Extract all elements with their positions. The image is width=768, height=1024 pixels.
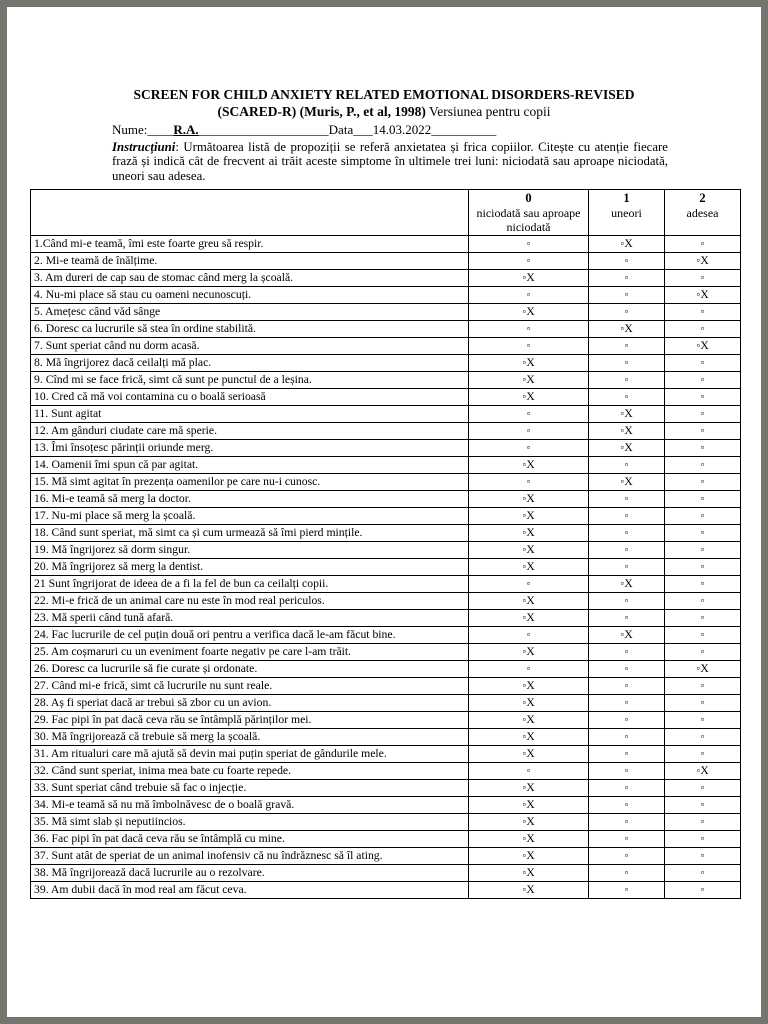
table-row — [31, 270, 741, 287]
answer-cell-sometimes: ◦ — [589, 712, 665, 729]
answer-cell-never: ◦X — [469, 644, 589, 661]
table-row — [31, 746, 741, 763]
question-text: 20. Mă îngrijorez să merg la dentist. — [31, 559, 469, 576]
answer-cell-often: ◦ — [665, 321, 741, 338]
answer-cell-sometimes: ◦ — [589, 678, 665, 695]
question-text: 23. Mă sperii când tună afară. — [31, 610, 469, 627]
table-row — [31, 610, 741, 627]
instructions-label: Instrucțiuni — [112, 139, 176, 154]
answer-cell-often: ◦ — [665, 389, 741, 406]
table-row — [31, 474, 741, 491]
answer-cell-often: ◦ — [665, 491, 741, 508]
table-row — [31, 848, 741, 865]
answer-cell-often: ◦ — [665, 644, 741, 661]
answer-cell-often: ◦ — [665, 559, 741, 576]
answer-cell-never: ◦ — [469, 661, 589, 678]
answer-cell-never: ◦X — [469, 695, 589, 712]
answer-cell-never: ◦X — [469, 355, 589, 372]
answer-cell-often: ◦ — [665, 678, 741, 695]
answer-cell-never: ◦ — [469, 236, 589, 253]
answer-cell-sometimes: ◦X — [589, 321, 665, 338]
answer-cell-never: ◦X — [469, 610, 589, 627]
question-text: 4. Nu-mi place să stau cu oameni necunoscuți. — [31, 287, 469, 304]
name-date-line — [112, 122, 761, 139]
answer-cell-often: ◦ — [665, 440, 741, 457]
question-text: 1.Când mi-e teamă, îmi este foarte greu să respir. — [31, 236, 469, 253]
answer-cell-often: ◦ — [665, 406, 741, 423]
column-2-label: adesea — [686, 206, 719, 221]
answer-cell-never: ◦ — [469, 287, 589, 304]
answer-cell-sometimes: ◦ — [589, 559, 665, 576]
column-header-1 — [589, 190, 665, 236]
answer-cell-sometimes: ◦ — [589, 831, 665, 848]
question-text: 6. Doresc ca lucrurile să stea în ordine stabilită. — [31, 321, 469, 338]
question-text: 38. Mă îngrijorează dacă lucrurile au o rezolvare. — [31, 865, 469, 882]
table-row — [31, 763, 741, 780]
question-text: 32. Când sunt speriat, inima mea bate cu foarte repede. — [31, 763, 469, 780]
underscore-fill-3: ___ — [353, 121, 373, 137]
date-label: Data — [328, 121, 354, 137]
table-row — [31, 695, 741, 712]
answer-cell-never: ◦ — [469, 576, 589, 593]
question-text: 13. Îmi însoțesc părinții oriunde merg. — [31, 440, 469, 457]
question-text: 11. Sunt agitat — [31, 406, 469, 423]
table-row — [31, 661, 741, 678]
answer-cell-never: ◦ — [469, 321, 589, 338]
answer-cell-often: ◦ — [665, 423, 741, 440]
column-1-label: uneori — [611, 206, 642, 221]
answer-cell-often: ◦ — [665, 746, 741, 763]
answer-cell-often: ◦ — [665, 457, 741, 474]
answer-cell-often: ◦ — [665, 304, 741, 321]
column-header-0 — [469, 190, 589, 236]
question-text: 25. Am coșmaruri cu un eveniment foarte negativ pe care l-am trăit. — [31, 644, 469, 661]
name-label: Nume: — [112, 121, 148, 137]
table-row — [31, 423, 741, 440]
answer-cell-never: ◦ — [469, 338, 589, 355]
answer-cell-sometimes: ◦ — [589, 865, 665, 882]
instructions-paragraph — [112, 140, 668, 184]
answer-cell-never: ◦X — [469, 814, 589, 831]
answer-cell-often: ◦X — [665, 253, 741, 270]
table-row — [31, 644, 741, 661]
answer-cell-sometimes: ◦ — [589, 644, 665, 661]
table-row — [31, 338, 741, 355]
question-text: 18. Când sunt speriat, mă simt ca și cum urmează să îmi pierd mințile. — [31, 525, 469, 542]
answer-cell-never: ◦X — [469, 559, 589, 576]
table-row — [31, 236, 741, 253]
answer-cell-often: ◦ — [665, 508, 741, 525]
answer-cell-sometimes: ◦X — [589, 406, 665, 423]
answer-cell-sometimes: ◦X — [589, 440, 665, 457]
question-text: 37. Sunt atât de speriat de un animal inofensiv că nu îndrăznesc să îl ating. — [31, 848, 469, 865]
answer-cell-often: ◦ — [665, 525, 741, 542]
answer-cell-never: ◦X — [469, 831, 589, 848]
table-row — [31, 440, 741, 457]
document-subtitle — [7, 104, 761, 121]
answer-cell-sometimes: ◦ — [589, 661, 665, 678]
table-row — [31, 406, 741, 423]
question-text: 35. Mă simt slab și neputiincios. — [31, 814, 469, 831]
answer-cell-sometimes: ◦ — [589, 525, 665, 542]
table-row — [31, 712, 741, 729]
answer-cell-never: ◦ — [469, 406, 589, 423]
underscore-fill-1: ____ — [147, 121, 174, 137]
question-text: 17. Nu-mi place să merg la școală. — [31, 508, 469, 525]
question-text: 29. Fac pipi în pat dacă ceva rău se întâmplă părinților mei. — [31, 712, 469, 729]
answer-cell-never: ◦X — [469, 372, 589, 389]
column-0-label: niciodată sau aproape niciodată — [476, 206, 581, 235]
questionnaire-table — [30, 189, 741, 899]
table-row — [31, 304, 741, 321]
underscore-fill-4: __________ — [431, 121, 497, 137]
question-text: 15. Mă simt agitat în prezența oamenilor pe care nu-i cunosc. — [31, 474, 469, 491]
answer-cell-sometimes: ◦ — [589, 491, 665, 508]
question-text: 7. Sunt speriat când nu dorm acasă. — [31, 338, 469, 355]
question-text: 33. Sunt speriat când trebuie să fac o injecție. — [31, 780, 469, 797]
question-text: 9. Cînd mi se face frică, simt că sunt pe punctul de a leșina. — [31, 372, 469, 389]
document-page — [7, 7, 761, 1017]
table-row — [31, 627, 741, 644]
answer-cell-often: ◦ — [665, 610, 741, 627]
question-text: 8. Mă îngrijorez dacă ceilalți mă plac. — [31, 355, 469, 372]
answer-cell-never: ◦X — [469, 797, 589, 814]
answer-cell-never: ◦X — [469, 780, 589, 797]
answer-cell-often: ◦ — [665, 627, 741, 644]
answer-cell-often: ◦ — [665, 780, 741, 797]
table-row — [31, 287, 741, 304]
answer-cell-often: ◦ — [665, 236, 741, 253]
question-text: 31. Am ritualuri care mă ajută să devin mai puțin speriat de gândurile mele. — [31, 746, 469, 763]
answer-cell-often: ◦ — [665, 848, 741, 865]
answer-cell-sometimes: ◦ — [589, 882, 665, 899]
answer-cell-sometimes: ◦ — [589, 355, 665, 372]
answer-cell-never: ◦X — [469, 848, 589, 865]
subtitle-version: Versiunea pentru copii — [425, 103, 551, 119]
answer-cell-never: ◦X — [469, 593, 589, 610]
question-text: 39. Am dubii dacă în mod real am făcut ceva. — [31, 882, 469, 899]
answer-cell-sometimes: ◦ — [589, 389, 665, 406]
table-row — [31, 253, 741, 270]
column-header-2 — [665, 190, 741, 236]
answer-cell-often: ◦ — [665, 797, 741, 814]
question-text: 34. Mi-e teamă să nu mă îmbolnăvesc de o boală gravă. — [31, 797, 469, 814]
answer-cell-often: ◦ — [665, 355, 741, 372]
table-row — [31, 678, 741, 695]
question-text: 21 Sunt îngrijorat de ideea de a fi la fel de bun ca ceilalți copii. — [31, 576, 469, 593]
question-text: 36. Fac pipi în pat dacă ceva rău se întâmplă cu mine. — [31, 831, 469, 848]
answer-cell-never: ◦ — [469, 253, 589, 270]
table-row — [31, 372, 741, 389]
answer-cell-never: ◦X — [469, 712, 589, 729]
answer-cell-often: ◦ — [665, 576, 741, 593]
answer-cell-often: ◦ — [665, 270, 741, 287]
answer-cell-never: ◦ — [469, 627, 589, 644]
answer-cell-never: ◦X — [469, 491, 589, 508]
question-text: 16. Mi-e teamă să merg la doctor. — [31, 491, 469, 508]
answer-cell-never: ◦X — [469, 508, 589, 525]
answer-cell-often: ◦ — [665, 831, 741, 848]
answer-cell-sometimes: ◦ — [589, 508, 665, 525]
question-text: 22. Mi-e frică de un animal care nu este în mod real periculos. — [31, 593, 469, 610]
answer-cell-never: ◦ — [469, 423, 589, 440]
column-0-number: 0 — [525, 191, 532, 206]
question-text: 19. Mă îngrijorez să dorm singur. — [31, 542, 469, 559]
answer-cell-often: ◦ — [665, 372, 741, 389]
answer-cell-sometimes: ◦ — [589, 848, 665, 865]
answer-cell-never: ◦X — [469, 525, 589, 542]
answer-cell-sometimes: ◦ — [589, 287, 665, 304]
answer-cell-never: ◦X — [469, 304, 589, 321]
answer-cell-sometimes: ◦X — [589, 423, 665, 440]
answer-cell-sometimes: ◦ — [589, 797, 665, 814]
answer-cell-never: ◦ — [469, 763, 589, 780]
answer-cell-often: ◦ — [665, 865, 741, 882]
table-row — [31, 797, 741, 814]
subtitle-citation: (SCARED-R) (Muris, P., et al, 1998) — [217, 103, 426, 119]
answer-cell-sometimes: ◦ — [589, 593, 665, 610]
answer-cell-never: ◦X — [469, 270, 589, 287]
table-row — [31, 831, 741, 848]
answer-cell-often: ◦X — [665, 763, 741, 780]
answer-cell-never: ◦ — [469, 474, 589, 491]
answer-cell-often: ◦ — [665, 542, 741, 559]
answer-cell-never: ◦X — [469, 678, 589, 695]
table-row — [31, 321, 741, 338]
table-row — [31, 729, 741, 746]
question-text: 27. Când mi-e frică, simt că lucrurile nu sunt reale. — [31, 678, 469, 695]
date-value: 14.03.2022 — [372, 121, 432, 137]
table-row — [31, 593, 741, 610]
answer-cell-never: ◦X — [469, 729, 589, 746]
answer-cell-sometimes: ◦X — [589, 576, 665, 593]
answer-cell-often: ◦ — [665, 882, 741, 899]
table-row — [31, 865, 741, 882]
answer-cell-sometimes: ◦ — [589, 542, 665, 559]
answer-cell-sometimes: ◦ — [589, 338, 665, 355]
table-row — [31, 576, 741, 593]
answer-cell-often: ◦ — [665, 712, 741, 729]
question-text: 12. Am gânduri ciudate care mă sperie. — [31, 423, 469, 440]
answer-cell-sometimes: ◦X — [589, 236, 665, 253]
question-text: 2. Mi-e teamă de înălțime. — [31, 253, 469, 270]
answer-cell-sometimes: ◦ — [589, 253, 665, 270]
answer-cell-sometimes: ◦ — [589, 457, 665, 474]
question-text: 10. Cred că mă voi contamina cu o boală serioasă — [31, 389, 469, 406]
instructions-text: : Următoarea listă de propoziții se referă anxietatea și frica copiilor. Citește cu atenție fiecare frază și indică cât de frecvent ai trăit aceste simptome în ultimele trei luni: niciodată sau aproape niciodată, uneori sau adesea. — [112, 139, 668, 183]
question-text: 14. Oamenii îmi spun că par agitat. — [31, 457, 469, 474]
answer-cell-sometimes: ◦X — [589, 474, 665, 491]
question-text: 26. Doresc ca lucrurile să fie curate și ordonate. — [31, 661, 469, 678]
answer-cell-often: ◦ — [665, 593, 741, 610]
name-value: R.A. — [173, 121, 199, 137]
answer-cell-never: ◦X — [469, 389, 589, 406]
answer-cell-sometimes: ◦ — [589, 372, 665, 389]
question-text: 5. Amețesc când văd sânge — [31, 304, 469, 321]
question-text: 3. Am dureri de cap sau de stomac când merg la școală. — [31, 270, 469, 287]
table-row — [31, 491, 741, 508]
answer-cell-often: ◦ — [665, 474, 741, 491]
answer-cell-often: ◦ — [665, 729, 741, 746]
answer-cell-sometimes: ◦ — [589, 695, 665, 712]
answer-cell-often: ◦ — [665, 814, 741, 831]
table-row — [31, 508, 741, 525]
answer-cell-never: ◦ — [469, 440, 589, 457]
column-1-number: 1 — [623, 191, 630, 206]
answer-cell-sometimes: ◦ — [589, 746, 665, 763]
answer-cell-sometimes: ◦ — [589, 610, 665, 627]
answer-cell-sometimes: ◦ — [589, 304, 665, 321]
question-column-header — [31, 190, 469, 236]
table-row — [31, 559, 741, 576]
answer-cell-often: ◦X — [665, 287, 741, 304]
table-row — [31, 882, 741, 899]
answer-cell-often: ◦ — [665, 695, 741, 712]
answer-cell-sometimes: ◦ — [589, 270, 665, 287]
answer-cell-never: ◦X — [469, 542, 589, 559]
document-title: SCREEN FOR CHILD ANXIETY RELATED EMOTIONAL DISORDERS-REVISED — [133, 87, 635, 102]
question-text: 30. Mă îngrijorează că trebuie să merg la școală. — [31, 729, 469, 746]
table-row — [31, 389, 741, 406]
question-text: 24. Fac lucrurile de cel puțin două ori pentru a verifica dacă le-am făcut bine. — [31, 627, 469, 644]
answer-cell-sometimes: ◦ — [589, 763, 665, 780]
answer-cell-never: ◦X — [469, 457, 589, 474]
answer-cell-never: ◦X — [469, 865, 589, 882]
table-row — [31, 780, 741, 797]
column-2-number: 2 — [699, 191, 706, 206]
table-header-row — [31, 190, 741, 236]
table-row — [31, 525, 741, 542]
answer-cell-often: ◦X — [665, 661, 741, 678]
table-row — [31, 355, 741, 372]
answer-cell-often: ◦X — [665, 338, 741, 355]
answer-cell-sometimes: ◦X — [589, 627, 665, 644]
answer-cell-never: ◦X — [469, 746, 589, 763]
answer-cell-never: ◦X — [469, 882, 589, 899]
answer-cell-sometimes: ◦ — [589, 814, 665, 831]
underscore-fill-2: ____________________ — [198, 121, 329, 137]
table-row — [31, 542, 741, 559]
question-text: 28. Aș fi speriat dacă ar trebui să zbor cu un avion. — [31, 695, 469, 712]
answer-cell-sometimes: ◦ — [589, 729, 665, 746]
table-row — [31, 814, 741, 831]
questions-table-body — [31, 236, 741, 899]
answer-cell-sometimes: ◦ — [589, 780, 665, 797]
table-row — [31, 457, 741, 474]
